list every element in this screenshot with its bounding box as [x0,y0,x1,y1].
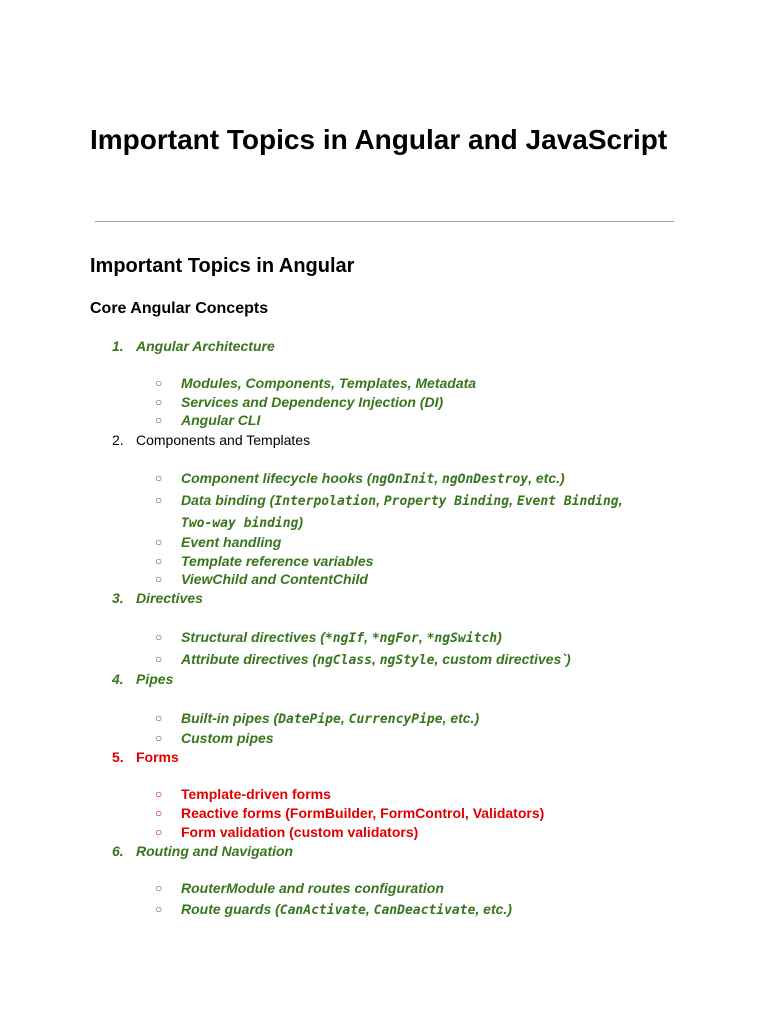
inline-code: Event Binding [516,494,619,509]
bullet-circle-icon: ○ [155,630,163,644]
inline-code: ngOnDestroy [442,472,529,487]
inline-code: ngStyle [379,653,435,668]
bullet-circle-icon: ○ [155,493,163,507]
inline-code: ngClass [317,653,372,668]
list-label: Directives [136,590,203,606]
list-label: Routing and Navigation [136,843,294,859]
list-label: Angular Architecture [136,338,275,354]
sub-item [155,532,695,553]
sub-item-text: ViewChild and ContentChild [181,571,368,587]
sub-item-text: Modules, Components, Templates, Metadata [181,375,477,391]
list-label: Pipes [136,671,174,687]
list-label: Forms [136,749,179,765]
sub-item [155,803,695,824]
bullet-circle-icon: ○ [155,652,163,666]
sub-item [155,468,695,490]
inline-code: Two-way binding [181,516,299,531]
bullet-circle-icon: ○ [155,395,163,409]
inline-code: DatePipe [278,712,341,727]
sub-item-text: Built-in pipes (DatePipe, CurrencyPipe, etc.) [181,710,480,727]
sub-item-text: Template-driven forms [181,786,331,802]
sub-item-text: Component lifecycle hooks (ngOnInit, ngOnDestroy, etc.) [181,470,565,487]
inline-code: CanActivate [279,903,366,918]
sub-item-text: Route guards (CanActivate, CanDeactivate, etc.) [181,901,512,918]
sub-item [155,878,695,899]
bullet-circle-icon: ○ [155,413,163,427]
horizontal-rule [95,221,674,222]
sub-item-text: Form validation (custom validators) [181,824,419,840]
sub-item-text: Angular CLI [181,412,261,428]
sub-item-text: RouterModule and routes configuration [181,880,444,896]
list-number: 1. [112,338,124,354]
sub-item-text: Event handling [181,534,282,550]
sub-item-text: Data binding (Interpolation, Property Binding, Event Binding, Two-way binding) [181,492,623,531]
inline-code: *ngIf [324,631,365,646]
bullet-circle-icon: ○ [155,554,163,568]
sub-item [155,490,695,534]
bullet-circle-icon: ○ [155,825,163,839]
bullet-circle-icon: ○ [155,711,163,725]
list-number: 5. [112,749,124,765]
inline-code: CurrencyPipe [348,712,443,727]
sub-item [155,373,695,394]
inline-code: *ngFor [371,631,419,646]
bullet-circle-icon: ○ [155,572,163,586]
sub-item [155,569,695,590]
sub-item [155,899,695,921]
subsection-heading: Core Angular Concepts [90,300,269,317]
sub-item-text: Template reference variables [181,553,374,569]
sub-item [155,728,695,749]
sub-item-text: Custom pipes [181,730,274,746]
sub-item-text: Reactive forms (FormBuilder, FormControl, Validators) [181,805,545,821]
bullet-circle-icon: ○ [155,787,163,801]
list-number: 2. [112,432,124,448]
bullet-circle-icon: ○ [155,471,163,485]
bullet-circle-icon: ○ [155,806,163,820]
sub-item [155,784,695,805]
sub-item [155,822,695,843]
inline-code: Property Binding [383,494,510,509]
list-label: Components and Templates [136,432,311,448]
sub-item [155,708,695,730]
inline-code: CanDeactivate [373,903,476,918]
list-number: 4. [112,671,124,687]
list-number: 3. [112,590,124,606]
sub-item [155,649,695,671]
document-title: Important Topics in Angular and JavaScript [90,124,668,155]
sub-item [155,627,695,649]
bullet-circle-icon: ○ [155,376,163,390]
bullet-circle-icon: ○ [155,731,163,745]
sub-item-text: Attribute directives (ngClass, ngStyle, custom directives`) [181,651,571,668]
inline-code: *ngSwitch [426,631,498,646]
bullet-circle-icon: ○ [155,902,163,916]
section-heading: Important Topics in Angular [90,255,355,277]
sub-item-text: Services and Dependency Injection (DI) [181,394,444,410]
sub-item-text: Structural directives (*ngIf, *ngFor, *ngSwitch) [181,629,502,646]
list-number: 6. [112,843,124,859]
inline-code: Interpolation [274,494,377,509]
bullet-circle-icon: ○ [155,535,163,549]
sub-item [155,410,695,431]
inline-code: ngOnInit [371,472,435,487]
bullet-circle-icon: ○ [155,881,163,895]
